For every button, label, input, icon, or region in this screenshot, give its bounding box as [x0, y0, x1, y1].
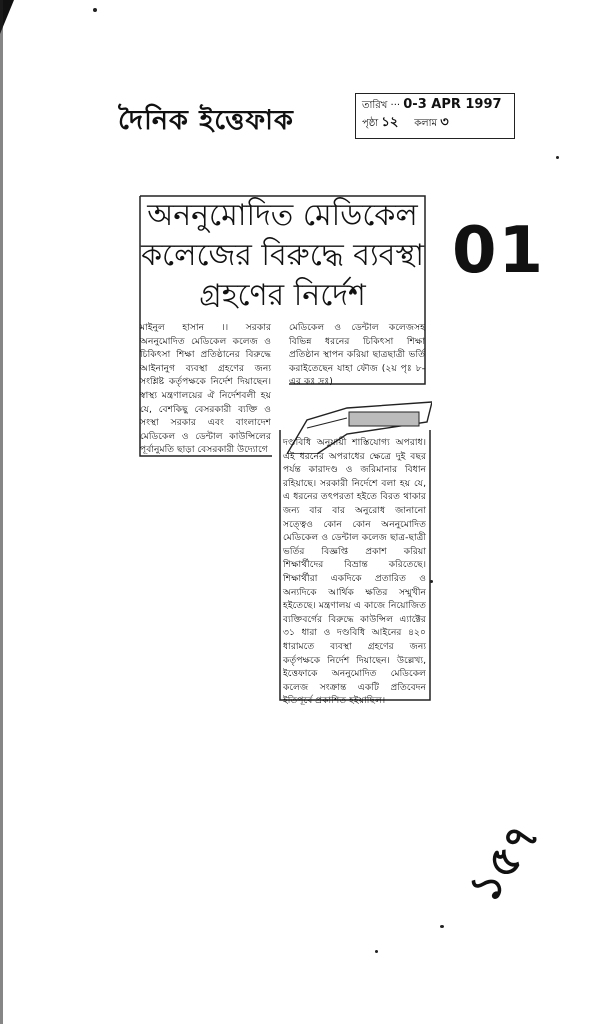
column-value: ৩	[440, 115, 449, 130]
headline-line-3: গ্রহণের নির্দেশ	[199, 278, 366, 313]
headline-line-2: কলেজের বিরুদ্ধে ব্যবস্থা	[141, 238, 424, 273]
scan-speck	[430, 580, 433, 583]
article-column-3: দণ্ডবিধি অনুযায়ী শাস্তিযোগ্য অপরাধ। এই ধরনের অপরাধের ক্ষেত্রে দুই বছর পর্যন্ত কারাদণ্ড ও জরিমানার বিধান রহিয়াছে। সরকারী নির্দেশে বলা হয় যে, এ ধরনের তৎপরতা হইতে বিরত থাকার জন্য বার বার অনুরোধ জানানো সত্ত্বেও কোন কোন অননুমোদিত মেডিকেল ও ডেন্টাল কলেজ ছাত্র-ছাত্রী ভর্তির বিজ্ঞপ্তি প্রকাশ করিয়া শিক্ষার্থীদের বিভ্রান্ত করিতেছে। শিক্ষার্থীরা একদিকে প্রতারিত ও অন্যদিকে আর্থিক ক্ষতির সম্মুখীন হইতেছে। মন্ত্রণালয় এ কাজে নিয়োজিত ব্যক্তিবর্গের বিরুদ্ধে কাউন্সিল এ্যাক্টের ৩১ ধারা ও দণ্ডবিধি আইনের ৪২০ ধারামতে ব্যবস্থা গ্রহণের জন্য কর্তৃপক্ষকে নির্দেশ দিয়াছেন। উল্লেখ্য, ইত্তেফাকে অননুমোদিত মেডিকেল কলেজ সংক্রান্ত একটি প্রতিবেদন ইতিপূর্বে প্রকাশিত হইয়াছিল।	[283, 437, 426, 707]
column-label: কলাম	[414, 118, 438, 129]
scan-speck	[375, 950, 378, 953]
margin-number: 01	[452, 214, 546, 288]
date-label: তারিখ	[362, 100, 388, 111]
scan-speck	[556, 156, 559, 159]
article-headline	[140, 196, 425, 318]
page-value: ১২	[381, 115, 399, 130]
newspaper-masthead: দৈনিক ইত্তেফাক	[118, 105, 294, 136]
article-column-1: মাইনুল হাসান ।। সরকার অননুমোদিত মেডিকেল কলেজ ও চিকিৎসা শিক্ষা প্রতিষ্ঠানের বিরুদ্ধে আইনানুগ ব্যবস্থা গ্রহণের জন্য সংশ্লিষ্ট কর্তৃপক্ষকে নির্দেশ দিয়াছেন। স্বাস্থ্য মন্ত্রণালয়ের ঐ নির্দেশবলী হয় যে, বেশকিছু বেসরকারী ব্যক্তি ও সংস্থা সরকার এবং বাংলাদেশ মেডিকেল ও ডেন্টাল কাউন্সিলের পূর্বানুমতি ছাড়া বেসরকারী উদ্যোগে	[140, 322, 271, 456]
handwritten-mark: ১৫৭	[458, 812, 550, 912]
date-value: 0-3 APR 1997	[403, 97, 502, 112]
scan-speck	[93, 8, 97, 12]
article-column-2: মেডিকেল ও ডেন্টাল কলেজসহ বিভিন্ন ধরনের চিকিৎসা শিক্ষা প্রতিষ্ঠান স্থাপন করিয়া ছাত্রছাত্রী ভর্তি করাইতেছেন যাহা ফৌজ (২য় পৃঃ ৮-এর কঃ দ্রঃ)	[289, 322, 425, 388]
date-stamp: তারিখ ··· 0-3 APR 1997 পৃষ্ঠা ১২ কলাম ৩	[355, 93, 515, 139]
scan-speck	[440, 925, 444, 928]
headline-line-1: অননুমোদিত মেডিকেল	[147, 198, 418, 233]
page-label: পৃষ্ঠা	[362, 118, 379, 129]
